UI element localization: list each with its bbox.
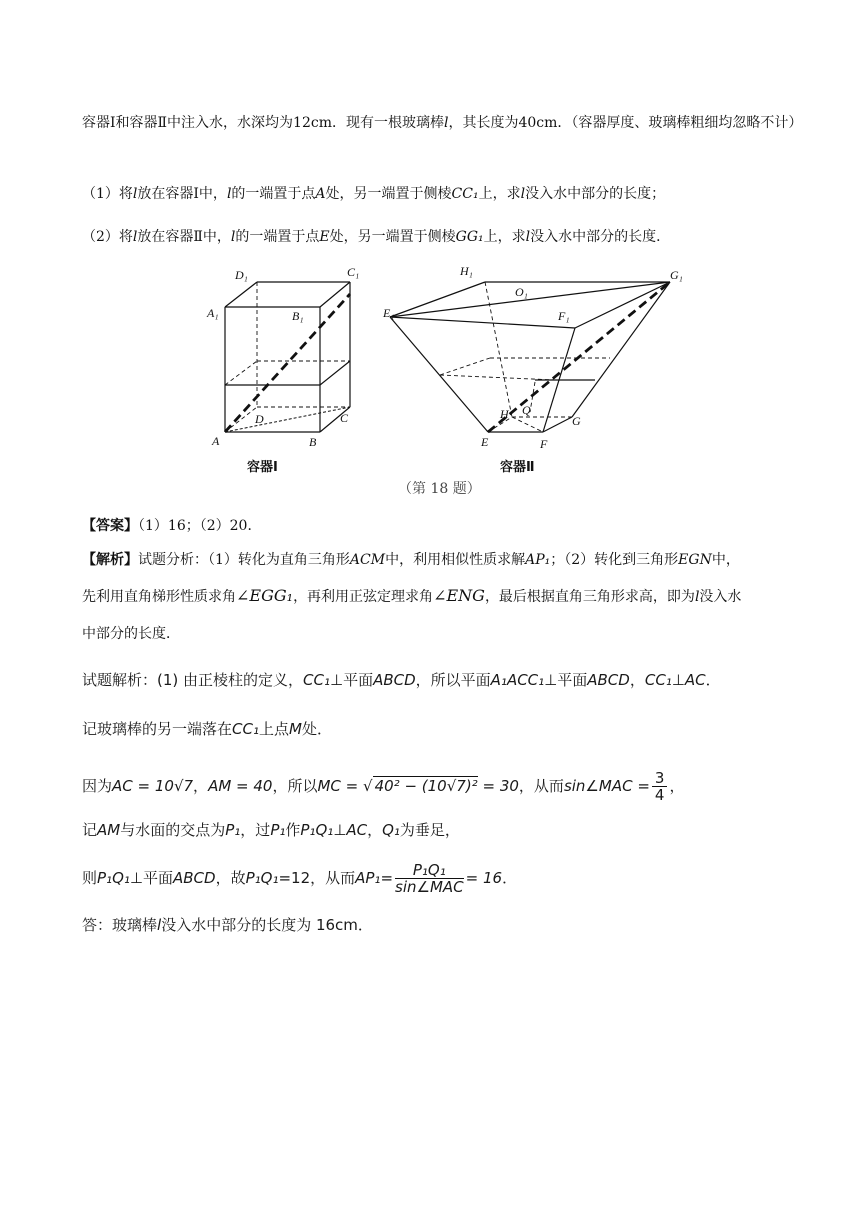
container-2-figure [380, 262, 710, 462]
sol-math: MC = [317, 777, 359, 795]
analysis-text: 先利用直角梯形性质求角 [82, 589, 236, 605]
q2-text: 放在容器Ⅱ中， [137, 229, 231, 245]
q2-text: 的一端置于点 [235, 229, 320, 245]
q1-text: 处，另一端置于侧棱 [325, 186, 452, 202]
sol-math: ABCD [172, 869, 216, 887]
analysis-line-1 [82, 550, 812, 570]
sol-text: 为垂足， [399, 821, 460, 839]
label-F1: F₁ [558, 309, 570, 323]
solution-line-5 [82, 862, 812, 895]
solution-line-1 [82, 670, 812, 690]
solution-line-6 [82, 915, 812, 935]
sol-text: 则 [82, 869, 98, 887]
analysis-text: 试题分析：（1）转化为直角三角形 [138, 552, 350, 568]
analysis-text: ，再利用正弦定理求角 [293, 589, 434, 605]
analysis-math: ACM [349, 552, 386, 568]
sol-text: 作 [285, 821, 301, 839]
analysis-line-2 [82, 586, 812, 607]
sol-math: = 16 [465, 869, 503, 887]
rod-variable: l [443, 115, 449, 131]
sqrt-expression: 40² − (10√7)² [374, 777, 478, 795]
analysis-math: ∠ENG [433, 586, 485, 605]
sol-math: CC₁⊥AC [644, 671, 706, 689]
sol-text: 记玻璃棒的另一端落在 [82, 720, 233, 738]
glass-rod-2 [488, 282, 670, 432]
q1-edge: CC₁ [451, 186, 479, 202]
sol-text: ， [629, 671, 645, 689]
sol-text: ，所以平面 [415, 671, 491, 689]
sol-math: l [157, 916, 162, 934]
label-C1: C₁ [347, 265, 360, 279]
analysis-math: EGN [678, 552, 712, 568]
q2-var: l [525, 229, 531, 245]
sol-text: ， [193, 777, 209, 795]
question-1 [82, 184, 812, 204]
sol-text: 上点 [258, 720, 289, 738]
sol-math: P₁ [270, 821, 286, 839]
q2-var: l [230, 229, 236, 245]
sol-math: P₁Q₁ [245, 869, 279, 887]
label-B: B [309, 435, 317, 449]
analysis-line-3 [82, 624, 812, 644]
sol-text: ，所以 [272, 777, 318, 795]
analysis-tag: 【解析】 [82, 552, 138, 568]
sol-text: ． [502, 869, 518, 887]
fraction-denominator: sin∠MAC [395, 878, 464, 896]
sol-text: ，从而 [518, 777, 564, 795]
q2-text: 处，另一端置于侧棱 [329, 229, 456, 245]
label-O1: O₁ [515, 285, 528, 299]
answer-tag: 【答案】 [82, 518, 138, 534]
q1-point: A [315, 186, 326, 202]
solution-line-4 [82, 820, 812, 840]
analysis-text: 中，利用相似性质求解 [385, 552, 526, 568]
q2-text: 上，求 [483, 229, 526, 245]
label-E: E [481, 435, 489, 449]
analysis-var: l [694, 589, 700, 605]
label-C: C [340, 411, 349, 425]
sol-text: 平面 [142, 869, 173, 887]
fraction-numerator: P₁Q₁ [395, 862, 464, 879]
sol-text: 记 [82, 821, 98, 839]
answer [82, 516, 812, 536]
q1-var: l [132, 186, 138, 202]
sol-text: =12，从而 [278, 869, 356, 887]
answer-text: （1）16；（2）20． [138, 518, 262, 534]
sol-math: CC₁⊥ [303, 671, 344, 689]
q2-var: l [132, 229, 138, 245]
glass-rod-1 [225, 294, 350, 432]
sol-math: P₁Q₁⊥ [97, 869, 143, 887]
caption-container-2: 容器Ⅱ [500, 460, 535, 475]
fraction-sin [652, 770, 668, 803]
q2-point: E [319, 229, 330, 245]
q2-text: 没入水中部分的长度． [530, 229, 671, 245]
q2-text: （2）将 [82, 229, 133, 245]
label-D1: D₁ [235, 268, 248, 282]
label-A: A [212, 434, 220, 448]
sol-math: ABCD [373, 671, 416, 689]
q1-text: 没入水中部分的长度； [525, 186, 666, 202]
label-G1: G₁ [670, 268, 683, 282]
sol-text: ． [705, 671, 721, 689]
sol-math: ABCD [587, 671, 630, 689]
q1-var: l [226, 186, 232, 202]
sol-math: P₁ [225, 821, 241, 839]
q1-var: l [520, 186, 526, 202]
label-G: G [572, 414, 581, 428]
sol-math: A₁ACC₁⊥ [490, 671, 558, 689]
intro-text-a: 容器Ⅰ和容器Ⅱ中注入水，水深均为12cm．现有一根玻璃棒 [82, 115, 444, 131]
analysis-text: ，最后根据直角三角形求高，即为 [484, 589, 695, 605]
q1-text: 放在容器Ⅰ中， [137, 186, 227, 202]
sol-text: 平面 [343, 671, 374, 689]
q2-edge: GG₁ [455, 229, 484, 245]
analysis-text: 中部分的长度． [82, 626, 180, 642]
sol-text: ，过 [240, 821, 271, 839]
sol-text: ，故 [215, 869, 246, 887]
sol-math: sin∠MAC = [563, 777, 650, 795]
sol-math: = 30 [482, 777, 519, 795]
sol-math: AM [97, 821, 121, 839]
question-2 [82, 227, 812, 247]
label-F: F [540, 437, 548, 451]
label-D: D [255, 412, 264, 426]
sol-text: 与水面的交点为 [120, 821, 226, 839]
sol-math: P₁Q₁⊥AC [300, 821, 368, 839]
sol-math: AP₁= [355, 869, 394, 887]
q1-text: 的一端置于点 [231, 186, 316, 202]
label-Q: Q [522, 403, 531, 417]
intro-text-b: ，其长度为40cm．（容器厚度、玻璃棒粗细均忽略不计） [448, 115, 803, 131]
fraction-numerator: 3 [652, 770, 668, 787]
sol-math: AC = 10√7 [112, 777, 194, 795]
sol-text: 处． [301, 720, 332, 738]
analysis-math: ∠EGG₁ [236, 586, 294, 605]
q1-text: 上，求 [478, 186, 521, 202]
caption-container-1: 容器Ⅰ [247, 460, 278, 475]
analysis-text: 中， [711, 552, 740, 568]
sol-math: AM = 40 [208, 777, 273, 795]
sol-text: ， [367, 821, 383, 839]
fraction-ap1 [395, 862, 464, 895]
sol-text: 没入水中部分的长度为 16cm． [161, 916, 373, 934]
analysis-text: ；（2）转化到三角形 [550, 552, 679, 568]
solution-line-3: 因为AC = 10√7，AM = 40，所以MC = √ 40² − (10√7)² = 30，从而sin∠MAC = $\frac{3}{4}$ ， [82, 769, 685, 804]
sol-text: ， [669, 777, 685, 795]
sol-text: 因为 [82, 777, 113, 795]
label-H: H [500, 407, 509, 421]
figure-number: （第 18 题） [398, 481, 481, 497]
label-B1: B₁ [292, 309, 304, 323]
sol-math: CC₁ [232, 720, 259, 738]
label-A1: A₁ [207, 306, 219, 320]
sol-text: 平面 [557, 671, 588, 689]
q1-text: （1）将 [82, 186, 133, 202]
analysis-text: 没入水 [699, 589, 742, 605]
sol-text: 答：玻璃棒 [82, 916, 158, 934]
sol-text: 试题解析：(1) 由正棱柱的定义， [82, 671, 304, 689]
problem-intro [82, 108, 812, 139]
label-H1: H₁ [460, 264, 473, 278]
label-E1: E₁ [383, 306, 395, 320]
analysis-math: AP₁ [525, 552, 551, 568]
solution-line-2 [82, 719, 812, 739]
fraction-denominator: 4 [654, 786, 665, 804]
container-1-figure [195, 262, 375, 462]
sol-math: M [289, 720, 302, 738]
sol-math: Q₁ [382, 821, 400, 839]
